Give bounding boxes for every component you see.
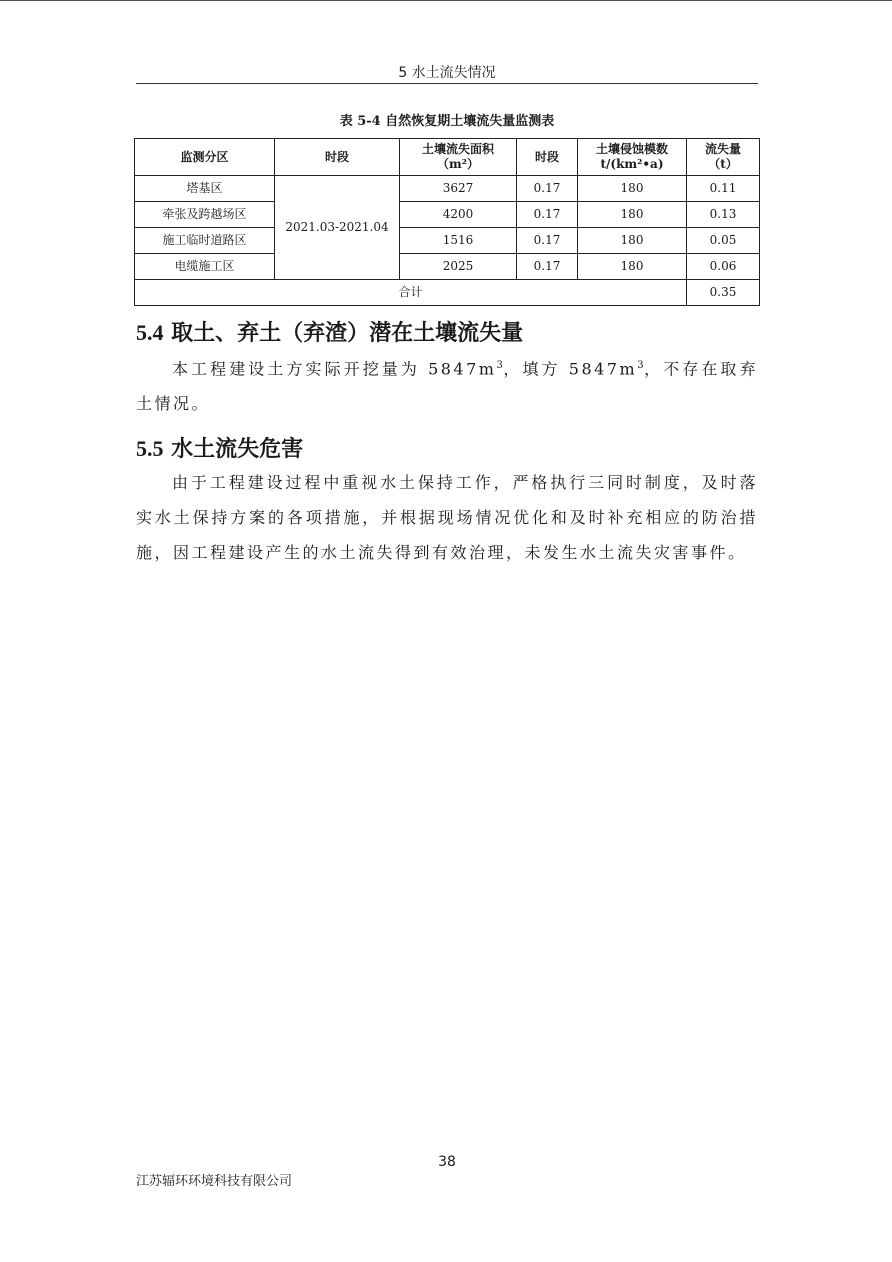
th-loss-line1: 流失量 bbox=[704, 142, 741, 156]
table-row bbox=[135, 176, 760, 202]
para-text: ，填方 5847m bbox=[502, 359, 638, 379]
superscript: 3 bbox=[496, 360, 503, 371]
page-header: 5 水土流失情况 bbox=[398, 65, 496, 81]
section-title: 水土流失危害 bbox=[171, 436, 304, 462]
th-area bbox=[400, 139, 517, 176]
cell-loss: 0.13 bbox=[687, 202, 760, 228]
th-loss-line2: （t） bbox=[708, 157, 738, 171]
cell-period: 2021.03-2021.04 bbox=[275, 176, 400, 280]
section-heading-5-4 bbox=[136, 316, 523, 347]
cell-duration: 0.17 bbox=[517, 202, 578, 228]
section-5-4-paragraph bbox=[136, 348, 758, 421]
section-title: 取土、弃土（弃渣）潜在土壤流失量 bbox=[171, 320, 524, 346]
th-duration: 时段 bbox=[517, 139, 578, 176]
table-header-row bbox=[135, 139, 760, 176]
table-total-row bbox=[135, 280, 760, 306]
cell-duration: 0.17 bbox=[517, 228, 578, 254]
section-number: 5.5 bbox=[136, 436, 164, 461]
para-text: ，不存在取弃土情况。 bbox=[136, 359, 758, 414]
section-5-5-paragraph: 由于工程建设过程中重视水土保持工作，严格执行三同时制度，及时落实水土保持方案的各项措施，并根据现场情况优化和及时补充相应的防治措施，因工程建设产生的水土流失得到有效治理，未发生水土流失灾害事件。 bbox=[136, 473, 758, 562]
table-row bbox=[135, 202, 760, 228]
th-modulus-line1: 土壤侵蚀模数 bbox=[595, 142, 668, 156]
table-caption: 表 5-4 自然恢复期土壤流失量监测表 bbox=[339, 114, 555, 129]
cell-area: 1516 bbox=[400, 228, 517, 254]
top-border bbox=[0, 0, 892, 1]
cell-duration: 0.17 bbox=[517, 176, 578, 202]
superscript: 3 bbox=[637, 360, 644, 371]
section-heading-5-5 bbox=[136, 432, 303, 463]
total-label: 合计 bbox=[135, 280, 687, 306]
section-number: 5.4 bbox=[136, 320, 164, 345]
th-area-line1: 土壤流失面积 bbox=[421, 142, 494, 156]
th-period: 时段 bbox=[275, 139, 400, 176]
para-text: 本工程建设土方实际开挖量为 5847m bbox=[172, 359, 497, 379]
cell-modulus: 180 bbox=[578, 176, 687, 202]
company-name: 江苏辐环环境科技有限公司 bbox=[136, 1174, 293, 1189]
cell-zone: 塔基区 bbox=[135, 176, 275, 202]
th-zone: 监测分区 bbox=[135, 139, 275, 176]
cell-area: 3627 bbox=[400, 176, 517, 202]
cell-loss: 0.05 bbox=[687, 228, 760, 254]
cell-zone: 施工临时道路区 bbox=[135, 228, 275, 254]
cell-zone: 牵张及跨越场区 bbox=[135, 202, 275, 228]
th-modulus-line2: t/(km²•a) bbox=[600, 157, 664, 171]
cell-zone: 电缆施工区 bbox=[135, 254, 275, 280]
th-loss bbox=[687, 139, 760, 176]
cell-duration: 0.17 bbox=[517, 254, 578, 280]
table-row bbox=[135, 254, 760, 280]
cell-loss: 0.06 bbox=[687, 254, 760, 280]
header-rule bbox=[136, 83, 758, 84]
cell-modulus: 180 bbox=[578, 254, 687, 280]
th-modulus bbox=[578, 139, 687, 176]
cell-modulus: 180 bbox=[578, 202, 687, 228]
total-value: 0.35 bbox=[687, 280, 760, 306]
cell-area: 4200 bbox=[400, 202, 517, 228]
page-number: 38 bbox=[438, 1154, 456, 1170]
monitor-table bbox=[134, 138, 760, 306]
th-area-line2: （m²） bbox=[437, 157, 479, 171]
cell-loss: 0.11 bbox=[687, 176, 760, 202]
cell-area: 2025 bbox=[400, 254, 517, 280]
table-row bbox=[135, 228, 760, 254]
cell-modulus: 180 bbox=[578, 228, 687, 254]
